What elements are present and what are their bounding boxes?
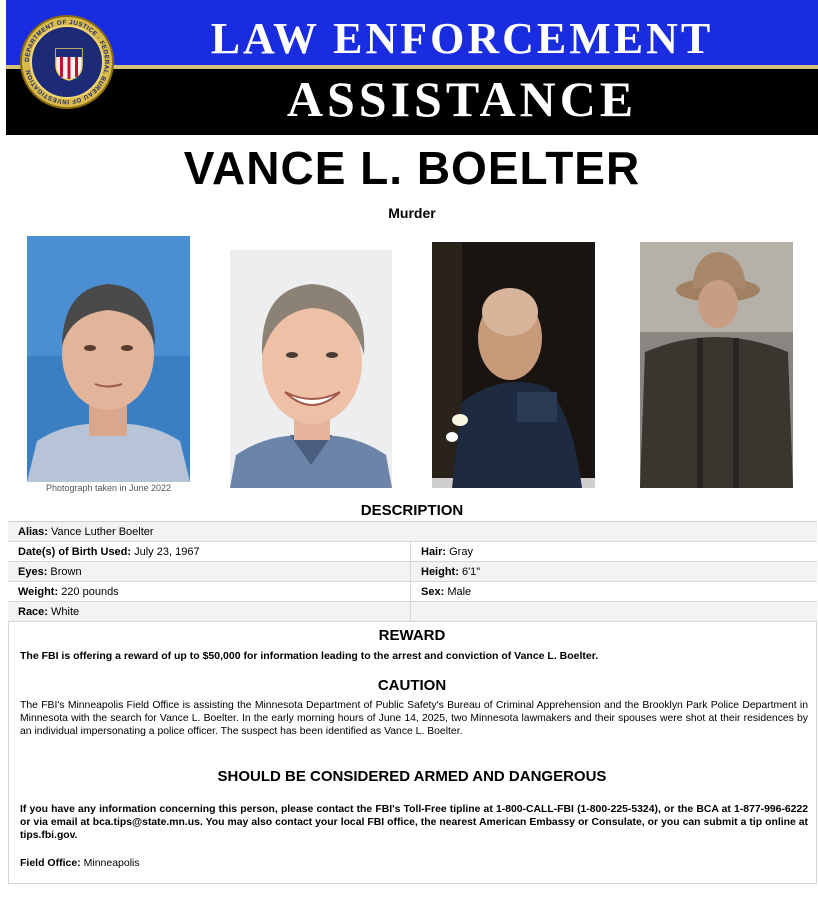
caution-text: The FBI's Minneapolis Field Office is assisting the Minnesota Department of Public Safety's Bureau of Criminal Apprehension and the Brooklyn Park Police Department in Minnesota with the search for Vance L. Boelter. In the early morning hours of June 14, 2025, two Minnesota lawmakers and their spouses were shot at their residences by an individual impersonating a police officer. The suspect has been identified as Vance L. Boelter. <box>20 700 808 737</box>
hair-value: Gray <box>449 546 473 558</box>
description-heading: DESCRIPTION <box>360 502 464 519</box>
seal-ring <box>22 17 112 107</box>
weight-label: Weight: <box>18 586 59 598</box>
table-row <box>8 562 817 582</box>
dob-label: Date(s) of Birth Used: <box>18 546 132 558</box>
eyes-cell <box>8 562 411 581</box>
empty-cell <box>411 602 817 621</box>
hair-label: Hair: <box>421 546 447 558</box>
photo-1-caption: Photograph taken in June 2022 <box>45 483 172 493</box>
subject-charge: Murder <box>388 205 436 221</box>
sex-cell <box>411 582 817 601</box>
alias-label: Alias: <box>18 526 48 538</box>
fbi-seal-icon <box>20 15 114 109</box>
description-table <box>8 521 817 622</box>
table-row <box>8 542 817 562</box>
subject-photo-3 <box>432 242 595 488</box>
race-cell <box>8 602 411 621</box>
sex-value: Male <box>447 586 472 598</box>
field-office-value: Minneapolis <box>83 857 140 869</box>
table-row <box>8 602 817 622</box>
subject-photo-2 <box>230 250 392 488</box>
poster-page <box>6 0 818 917</box>
seal-ring-text: DEPARTMENT OF JUSTICE · FEDERAL BUREAU OF INVESTIGATION <box>23 18 111 106</box>
subject-photo-4 <box>640 242 793 488</box>
reward-heading: REWARD <box>378 627 446 644</box>
banner-title-line-1: LAW ENFORCEMENT <box>210 14 714 63</box>
field-office <box>20 857 140 869</box>
eyes-value: Brown <box>50 566 82 578</box>
subject-photo-1 <box>27 236 190 482</box>
weight-value: 220 pounds <box>61 586 119 598</box>
dob-cell <box>8 542 411 561</box>
table-row <box>8 522 817 542</box>
alias-value: Vance Luther Boelter <box>51 526 154 538</box>
banner-title-line-2: ASSISTANCE <box>286 71 638 127</box>
hair-cell <box>411 542 817 561</box>
race-label: Race: <box>18 606 48 618</box>
header-banner <box>6 0 818 135</box>
height-value: 6'1" <box>461 566 481 578</box>
sex-label: Sex: <box>421 586 445 598</box>
field-office-label: Field Office: <box>20 857 81 869</box>
subject-name: VANCE L. BOELTER <box>183 142 641 194</box>
eyes-label: Eyes: <box>18 566 48 578</box>
reward-text: The FBI is offering a reward of up to $50,000 for information leading to the arrest and conviction of Vance L. Boelter. <box>20 650 599 662</box>
svg-text:DEPARTMENT OF JUSTICE · FEDERA <box>24 19 110 105</box>
armed-dangerous-heading: SHOULD BE CONSIDERED ARMED AND DANGEROUS <box>217 768 607 785</box>
dob-value: July 23, 1967 <box>134 546 200 558</box>
banner-gold-divider <box>6 65 818 69</box>
height-label: Height: <box>421 566 459 578</box>
alias-cell <box>8 522 817 541</box>
height-cell <box>411 562 817 581</box>
caution-heading: CAUTION <box>377 677 447 694</box>
contact-text: If you have any information concerning this person, please contact the FBI's Toll-Free tipline at 1-800-CALL-FBI (1-800-225-5324), or the BCA at 1-877-996-6222 or via email at bca.tips@state.mn.us. You may also contact your local FBI office, the nearest American Embassy or Consulate, or you can submit a tip online at tips.fbi.gov. <box>20 804 808 841</box>
weight-cell <box>8 582 411 601</box>
race-value: White <box>51 606 80 618</box>
table-row <box>8 582 817 602</box>
